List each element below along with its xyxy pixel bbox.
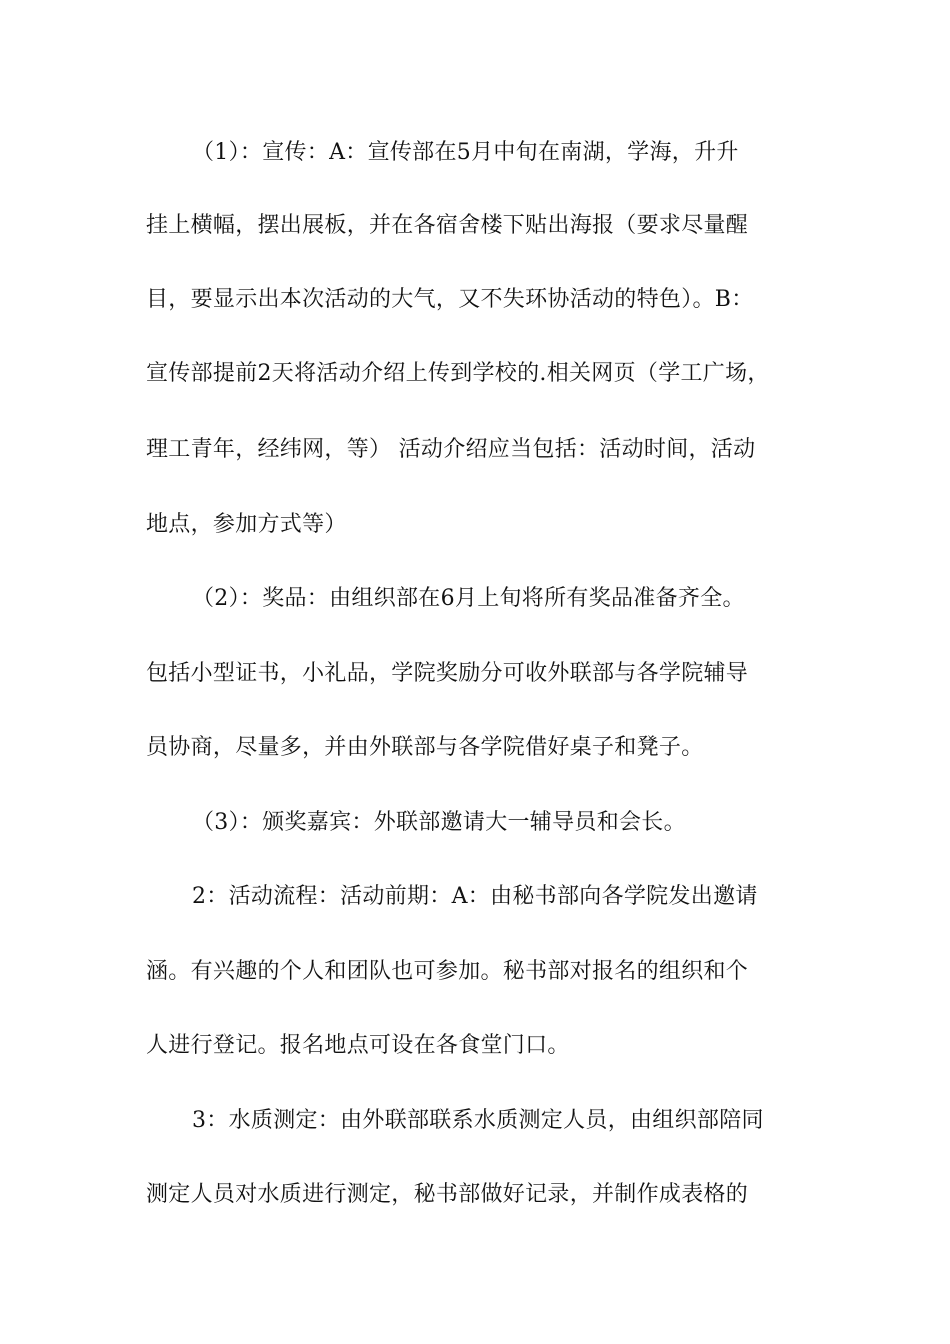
paragraph-line: （1）：宣传：A：宣传部在5月中旬在南湖，学海，升升 [192, 140, 739, 165]
paragraph-line: （2）：奖品：由组织部在6月上旬将所有奖品准备齐全。 [192, 586, 745, 611]
paragraph-line: 涵。有兴趣的个人和团队也可参加。秘书部对报名的组织和个 [146, 959, 749, 984]
paragraph-line: 理工青年，经纬网，等） 活动介绍应当包括：活动时间，活动 [146, 437, 756, 462]
paragraph-line: 包括小型证书，小礼品，学院奖励分可收外联部与各学院辅导 [146, 661, 749, 686]
paragraph-line: 目，要显示出本次活动的大气，又不失环协活动的特色）。B： [146, 287, 754, 312]
paragraph-line: 测定人员对水质进行测定，秘书部做好记录，并制作成表格的 [146, 1182, 749, 1207]
paragraph-line: 员协商，尽量多，并由外联部与各学院借好桌子和凳子。 [146, 735, 704, 760]
paragraph-line: 2：活动流程：活动前期：A：由秘书部向各学院发出邀请 [192, 884, 758, 909]
paragraph-line: 人进行登记。报名地点可设在各食堂门口。 [146, 1033, 570, 1058]
paragraph-line: 地点，参加方式等） [146, 512, 347, 537]
paragraph-line: 3：水质测定：由外联部联系水质测定人员，由组织部陪同 [192, 1108, 764, 1133]
paragraph-line: 宣传部提前2天将活动介绍上传到学校的.相关网页（学工广场， [146, 361, 770, 386]
paragraph-line: 挂上横幅，摆出展板，并在各宿舍楼下贴出海报（要求尽量醒 [146, 213, 749, 238]
paragraph-line: （3）：颁奖嘉宾：外联部邀请大一辅导员和会长。 [192, 810, 686, 835]
